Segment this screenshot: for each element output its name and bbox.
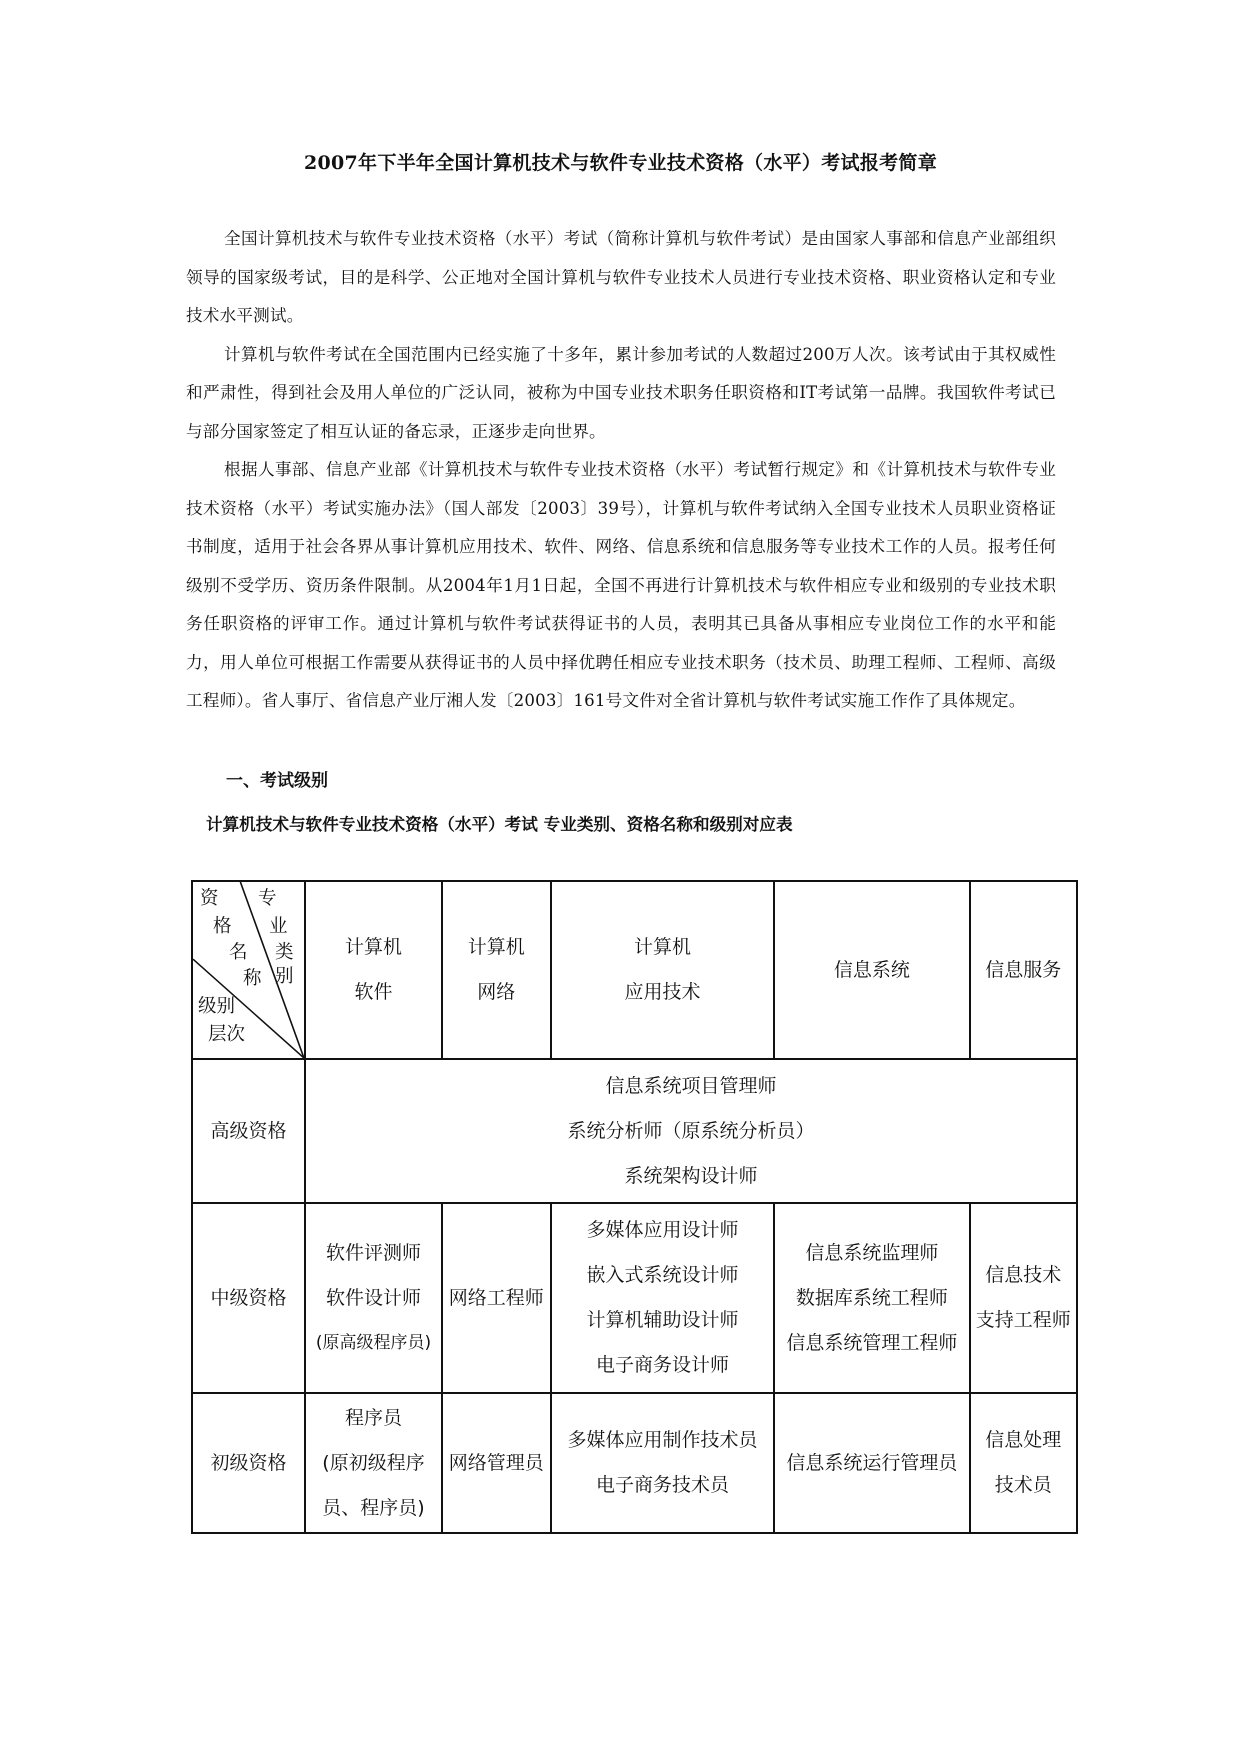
qualification-level-table — [191, 880, 1078, 1534]
intermediate-information-service-cell: 信息技术 支持工程师 — [970, 1203, 1078, 1393]
table-header-row — [192, 881, 1077, 1059]
column-header-computer-software: 计算机 软件 — [305, 881, 442, 1059]
column-header-information-service: 信息服务 — [970, 881, 1078, 1059]
senior-qualifications-cell: 信息系统项目管理师 系统分析师（原系统分析员） 系统架构设计师 — [305, 1059, 1077, 1203]
corner-specialty-char: 类 — [275, 942, 294, 963]
table-caption: 计算机技术与软件专业技术资格（水平）考试 专业类别、资格名称和级别对应表 — [206, 815, 793, 834]
table-row-senior — [192, 1059, 1077, 1203]
column-header-computer-network: 计算机 网络 — [442, 881, 551, 1059]
row-label-junior: 初级资格 — [192, 1393, 305, 1533]
row-label-senior: 高级资格 — [192, 1059, 305, 1203]
body-text — [186, 220, 1056, 721]
corner-qualification-char: 称 — [243, 968, 262, 989]
corner-level-label: 层次 — [208, 1024, 246, 1045]
corner-qualification-char: 名 — [229, 942, 248, 963]
row-label-intermediate: 中级资格 — [192, 1203, 305, 1393]
paragraph-history: 计算机与软件考试在全国范围内已经实施了十多年，累计参加考试的人数超过200万人次。该考试由于其权威性和严肃性，得到社会及用人单位的广泛认同，被称为中国专业技术职务任职资格和IT考试第一品牌。我国软件考试已与部分国家签定了相互认证的备忘录，正逐步走向世界。 — [186, 344, 1056, 441]
intermediate-information-system-cell: 信息系统监理师 数据库系统工程师 信息系统管理工程师 — [774, 1203, 969, 1393]
table-row-junior — [192, 1393, 1077, 1533]
paragraph-intro: 全国计算机技术与软件专业技术资格（水平）考试（简称计算机与软件考试）是由国家人事部和信息产业部组织领导的国家级考试，目的是科学、公正地对全国计算机与软件专业技术人员进行专业技术资格、职业资格认定和专业技术水平测试。 — [186, 229, 1056, 325]
corner-qualification-char: 格 — [213, 916, 232, 937]
intermediate-application-cell: 多媒体应用设计师 嵌入式系统设计师 计算机辅助设计师 电子商务设计师 — [551, 1203, 775, 1393]
junior-network-cell: 网络管理员 — [442, 1393, 551, 1533]
corner-specialty-char: 别 — [275, 966, 294, 987]
junior-information-system-cell: 信息系统运行管理员 — [774, 1393, 969, 1533]
intermediate-software-cell: 软件评测师 软件设计师 (原高级程序员) — [305, 1203, 442, 1393]
table-row-intermediate — [192, 1203, 1077, 1393]
junior-software-cell: 程序员 (原初级程序 员、程序员) — [305, 1393, 442, 1533]
section-heading: 一、考试级别 — [226, 771, 328, 791]
junior-application-cell: 多媒体应用制作技术员 电子商务技术员 — [551, 1393, 775, 1533]
corner-level-label: 级别 — [198, 996, 236, 1017]
column-header-information-system: 信息系统 — [774, 881, 969, 1059]
intermediate-network-cell: 网络工程师 — [442, 1203, 551, 1393]
corner-specialty-char: 业 — [269, 916, 288, 937]
corner-specialty-char: 专 — [258, 888, 277, 909]
page-title: 2007年下半年全国计算机技术与软件专业技术资格（水平）考试报考简章 — [303, 152, 938, 174]
corner-qualification-char: 资 — [200, 888, 219, 909]
corner-header-cell — [192, 881, 305, 1059]
column-header-computer-application: 计算机 应用技术 — [551, 881, 775, 1059]
paragraph-regulations: 根据人事部、信息产业部《计算机技术与软件专业技术资格（水平）考试暂行规定》和《计算机技术与软件专业技术资格（水平）考试实施办法》（国人部发〔2003〕39号），计算机与软件考试纳入全国专业技术人员职业资格证书制度，适用于社会各界从事计算机应用技术、软件、网络、信息系统和信息服务等专业技术工作的人员。报考任何级别不受学历、资历条件限制。从2004年1月1日起，全国不再进行计算机技术与软件相应专业和级别的专业技术职务任职资格的评审工作。通过计算机与软件考试获得证书的人员，表明其已具备从事相应专业岗位工作的水平和能力，用人单位可根据工作需要从获得证书的人员中择优聘任相应专业技术职务（技术员、助理工程师、工程师、高级工程师）。省人事厅、省信息产业厅湘人发〔2003〕161号文件对全省计算机与软件考试实施工作作了具体规定。 — [186, 460, 1056, 710]
junior-information-service-cell: 信息处理 技术员 — [970, 1393, 1078, 1533]
